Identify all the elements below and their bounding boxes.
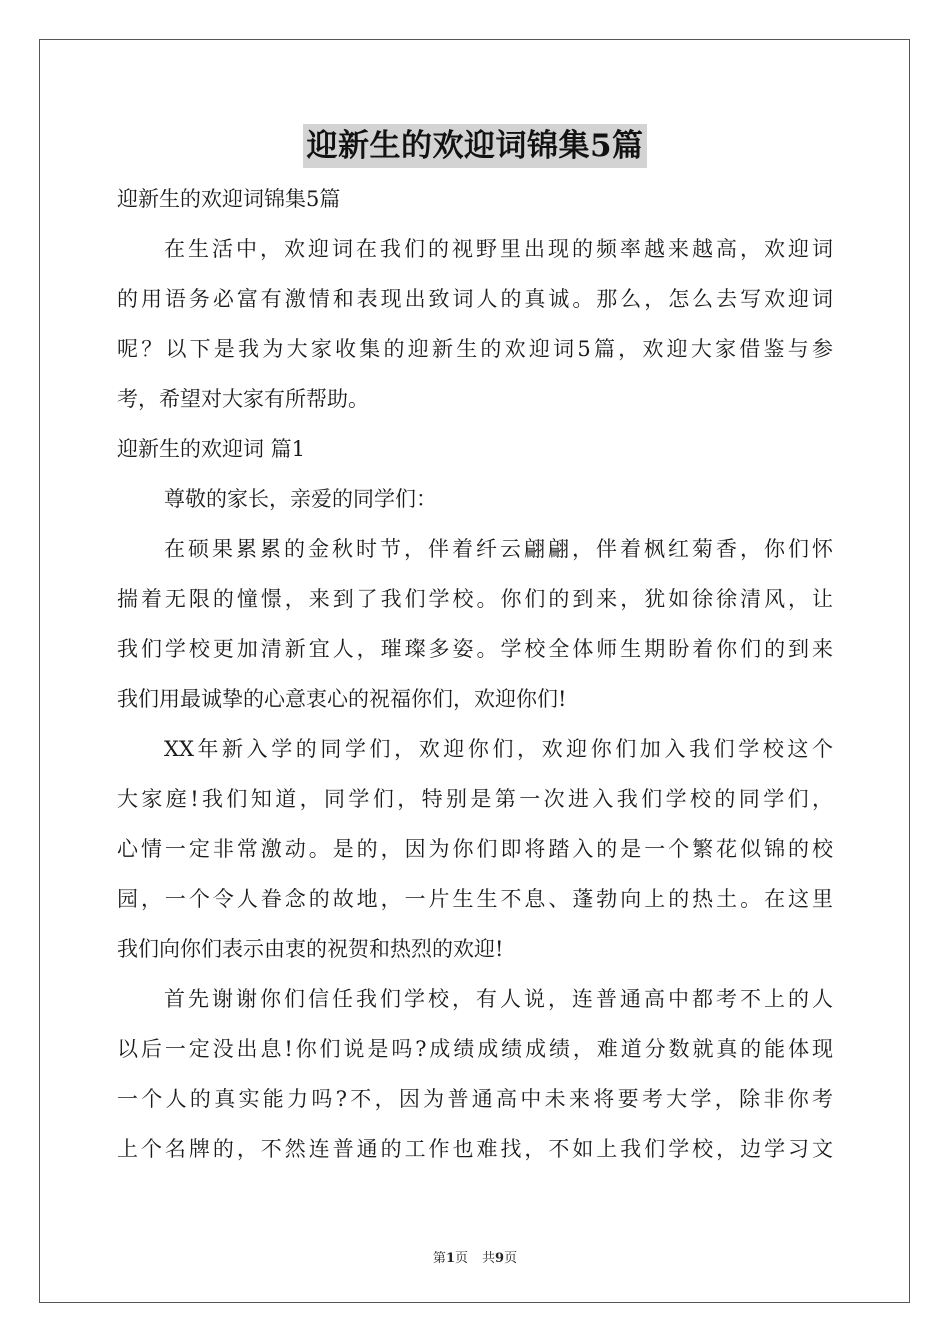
text-line: 呢？以下是我为大家收集的迎新生的欢迎词5篇，欢迎大家借鉴与参 — [117, 337, 833, 361]
text-line: 尊敬的家长，亲爱的同学们： — [164, 487, 437, 511]
document-body — [117, 174, 833, 1174]
text-line: 在生活中，欢迎词在我们的视野里出现的频率越来越高，欢迎词 — [164, 237, 833, 261]
total-prefix: 共 — [482, 1251, 496, 1266]
total-pages: 9 — [495, 1251, 505, 1266]
text-line: 以后一定没出息!你们说是吗?成绩成绩成绩，难道分数就真的能体现 — [117, 1037, 833, 1061]
text-line: 一个人的真实能力吗?不，因为普通高中未来将要考大学，除非你考 — [117, 1087, 833, 1111]
text-line: 心情一定非常激动。是的，因为你们即将踏入的是一个繁花似锦的校 — [117, 837, 833, 861]
text-line: 大家庭!我们知道，同学们，特别是第一次进入我们学校的同学们， — [117, 787, 833, 811]
text-line: 的用语务必富有激情和表现出致词人的真诚。那么，怎么去写欢迎词 — [117, 287, 833, 311]
section-heading: 迎新生的欢迎词 篇1 — [117, 437, 306, 461]
text-line: XX年新入学的同学们，欢迎你们，欢迎你们加入我们学校这个 — [164, 737, 833, 761]
page-number: 1 — [445, 1251, 455, 1266]
text-line: 我们学校更加清新宜人，璀璨多姿。学校全体师生期盼着你们的到来 — [117, 637, 833, 661]
text-line: 首先谢谢你们信任我们学校，有人说，连普通高中都考不上的人 — [164, 987, 833, 1011]
total-suffix: 页 — [504, 1251, 518, 1266]
text-line: 揣着无限的憧憬，来到了我们学校。你们的到来，犹如徐徐清风，让 — [117, 587, 833, 611]
text-line: 我们向你们表示由衷的祝贺和热烈的欢迎! — [117, 937, 504, 961]
page-footer — [0, 1247, 950, 1266]
text-line: 园，一个令人眷念的故地，一片生生不息、蓬勃向上的热土。在这里 — [117, 887, 833, 911]
document-title: 迎新生的欢迎词锦集5篇 — [303, 124, 646, 168]
text-line: 考，希望对大家有所帮助。 — [117, 387, 369, 411]
page-prefix: 第 — [432, 1251, 446, 1266]
text-line: 上个名牌的，不然连普通的工作也难找，不如上我们学校，边学习文 — [117, 1137, 833, 1161]
title-wrap — [0, 124, 950, 168]
text-line: 我们用最诚挚的心意衷心的祝福你们，欢迎你们! — [117, 687, 567, 711]
page-suffix: 页 — [454, 1251, 468, 1266]
subtitle-line: 迎新生的欢迎词锦集5篇 — [117, 187, 341, 211]
text-line: 在硕果累累的金秋时节，伴着纤云翩翩，伴着枫红菊香，你们怀 — [164, 537, 833, 561]
